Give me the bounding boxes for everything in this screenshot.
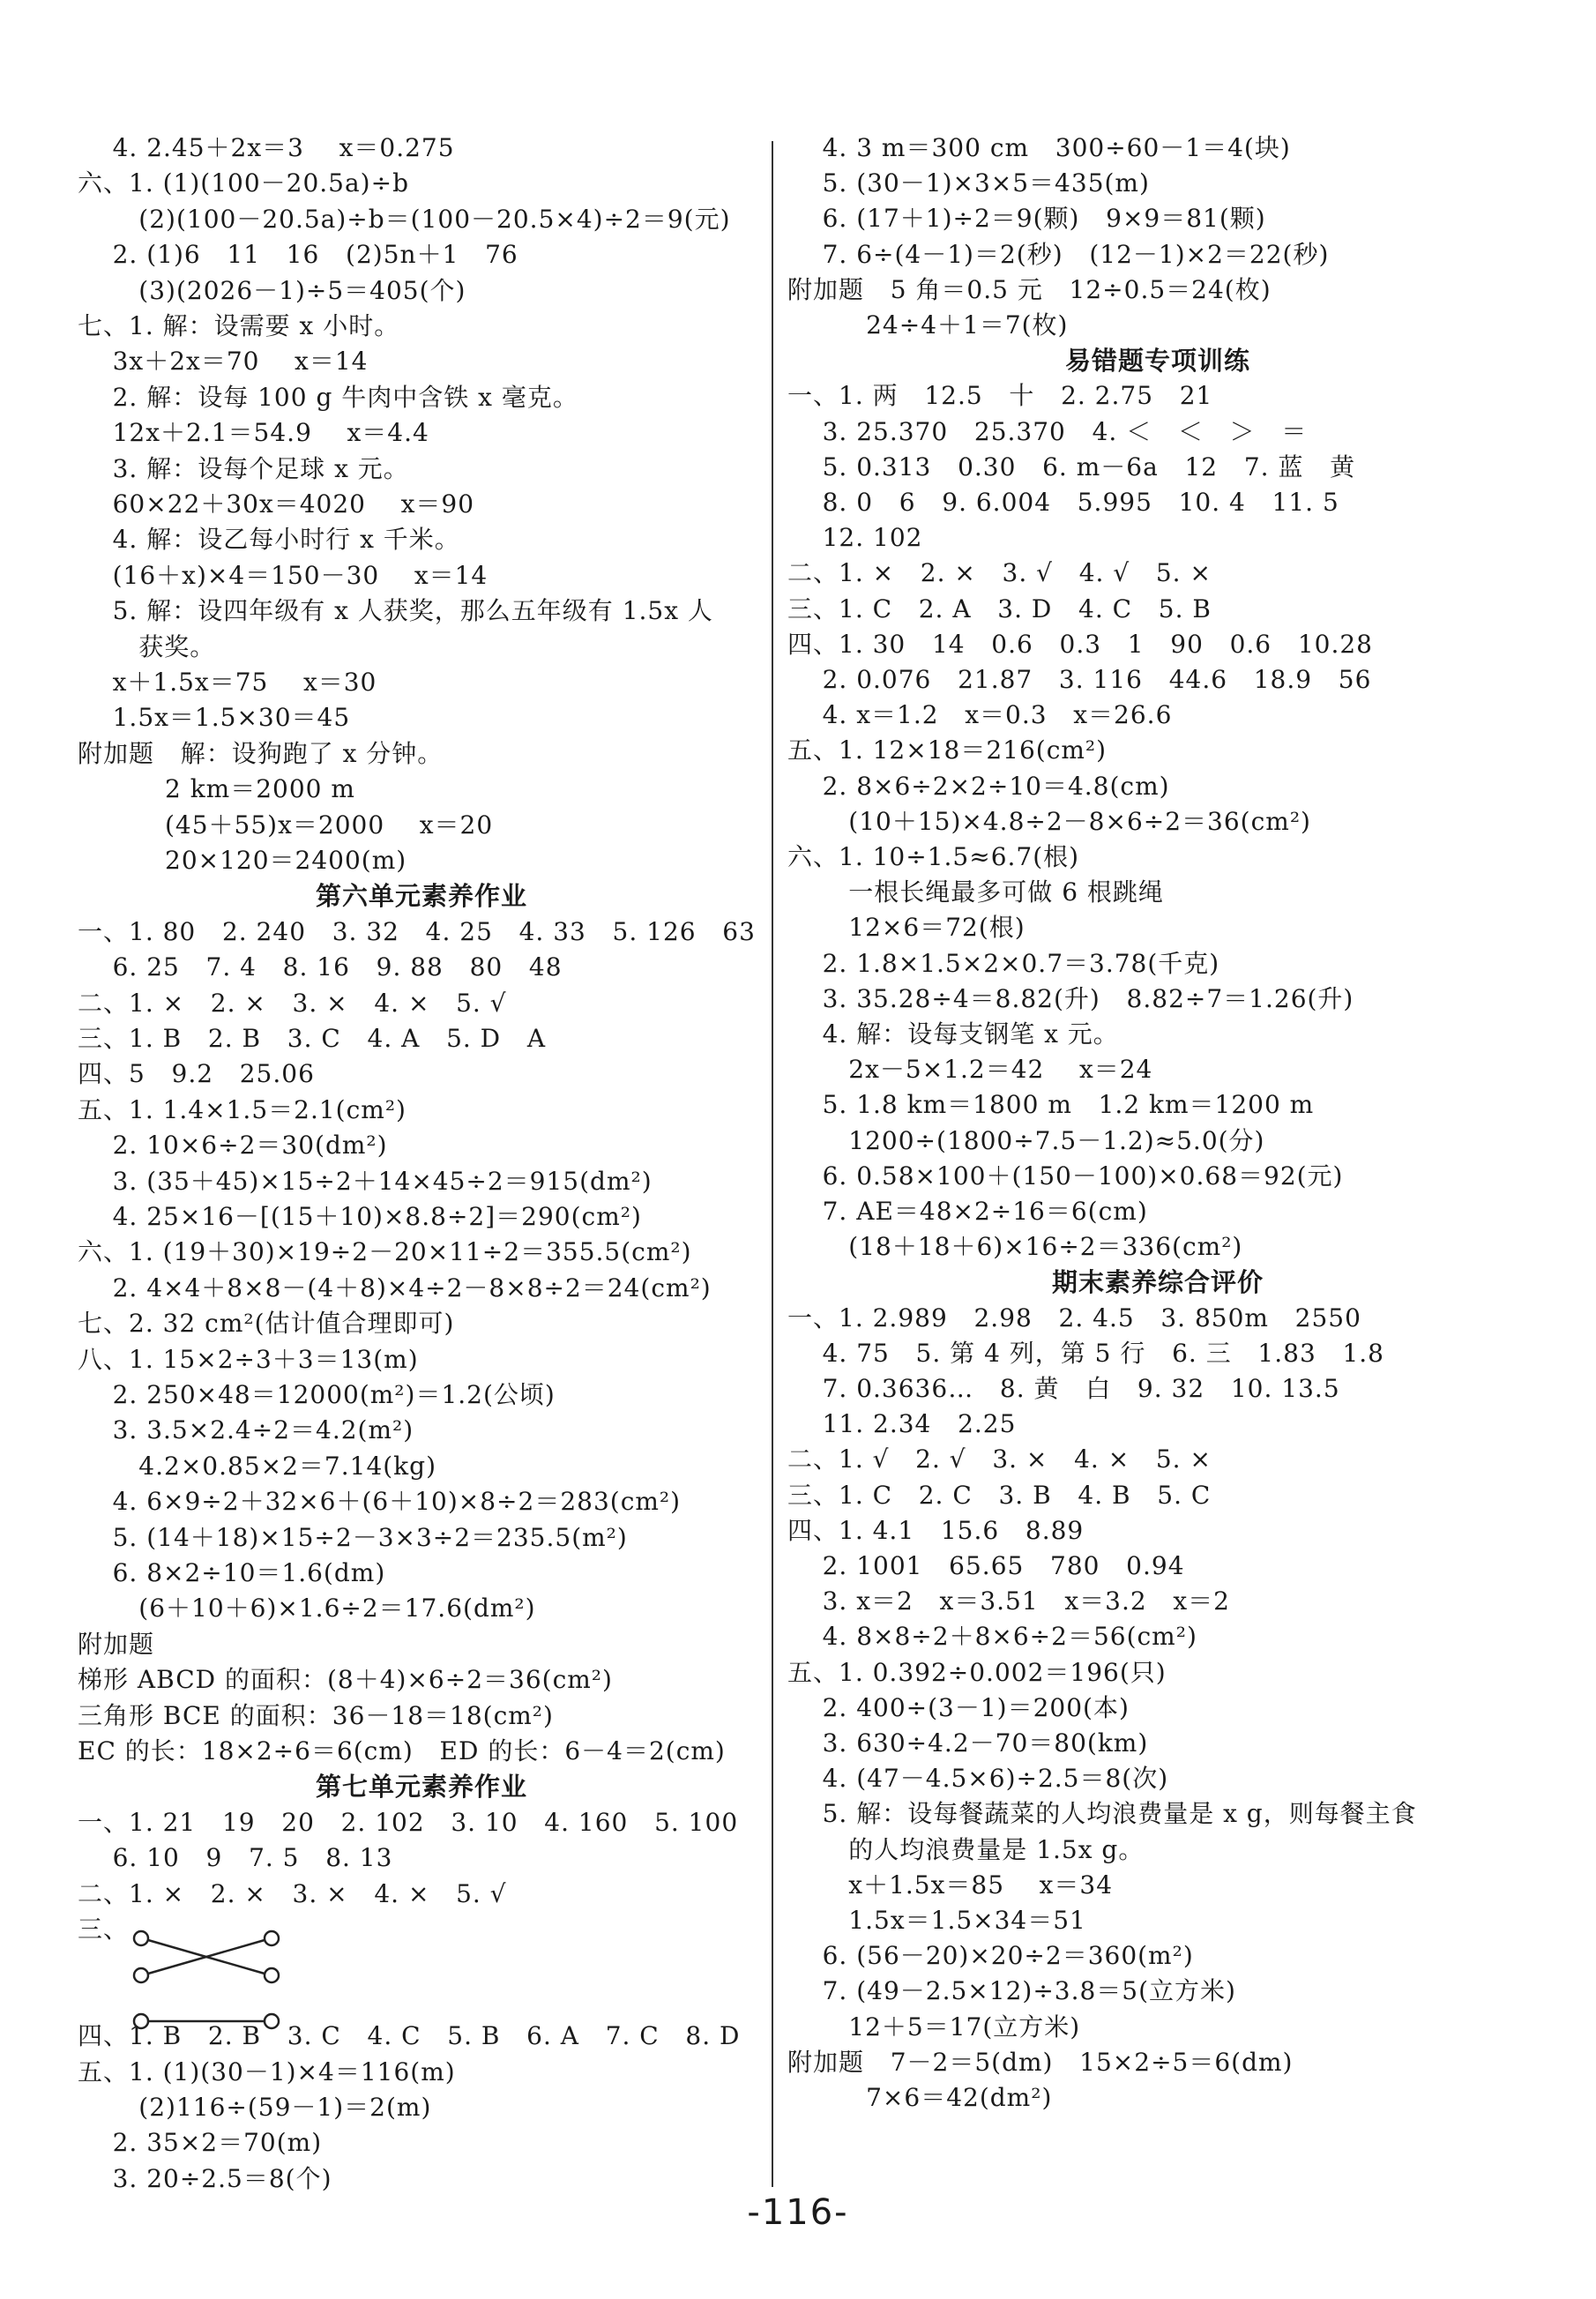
match-circle-right-bottom [265, 2014, 279, 2028]
answer-line: 附加题 [78, 1629, 155, 1659]
match-circle-left-mid [134, 1968, 148, 1982]
answer-line: 4. 25×16－[(15＋10)×8.8÷2]＝290(cm²) [78, 1202, 642, 1231]
answer-line: 四、1. B 2. B 3. C 4. C 5. B 6. A 7. C 8. D [78, 2021, 741, 2051]
answer-line: 6. (56－20)×20÷2＝360(m²) [787, 1941, 1194, 1971]
answer-line: 2. 4×4＋8×8－(4＋8)×4÷2－8×8÷2＝24(cm²) [78, 1273, 712, 1303]
answer-line: 3. (35＋45)×15÷2＋14×45÷2＝915(dm²) [78, 1166, 653, 1196]
answer-line: 2. (1)6 11 16 (2)5n＋1 76 [78, 240, 518, 270]
answer-line: 60×22＋30x＝4020 x＝90 [78, 489, 475, 519]
answer-line: (2)(100－20.5a)÷b＝(100－20.5×4)÷2＝9(元) [78, 204, 731, 234]
answer-line: EC 的长：18×2÷6＝6(cm) ED 的长：6－4＝2(cm) [78, 1736, 726, 1765]
section-heading: 第六单元素养作业 [315, 881, 527, 912]
answer-line: (6＋10＋6)×1.6÷2＝17.6(dm²) [78, 1594, 536, 1623]
answer-line: 4. 2.45＋2x＝3 x＝0.275 [78, 133, 455, 162]
answer-line: 1.5x＝1.5×30＝45 [78, 703, 351, 733]
answer-line: 一、1. 2.989 2.98 2. 4.5 3. 850m 2550 [787, 1303, 1361, 1332]
answer-line: 1.5x＝1.5×34＝51 [787, 1906, 1086, 1935]
answer-line: 6. 8×2÷10＝1.6(dm) [78, 1558, 386, 1587]
match-circle-left-bottom [134, 2014, 148, 2028]
section-heading: 第七单元素养作业 [315, 1772, 527, 1803]
answer-line: 五、1. 12×18＝216(cm²) [787, 735, 1108, 765]
answer-line: 5. 1.8 km＝1800 m 1.2 km＝1200 m [787, 1090, 1315, 1120]
answer-line: 梯形 ABCD 的面积：(8＋4)×6÷2＝36(cm²) [78, 1665, 613, 1695]
answer-line: 三、1. C 2. A 3. D 4. C 5. B [787, 593, 1212, 623]
page-number: -116- [747, 2192, 849, 2233]
answer-line: 7×6＝42(dm²) [787, 2083, 1053, 2112]
answer-line: 3. 解：设每个足球 x 元。 [78, 453, 409, 483]
answer-line: 2 km＝2000 m [78, 774, 355, 804]
answer-line: 2. 0.076 21.87 3. 116 44.6 18.9 56 [787, 665, 1372, 694]
answer-line: 四、1. 4.1 15.6 8.89 [787, 1515, 1085, 1545]
answer-line: x＋1.5x＝75 x＝30 [78, 668, 377, 697]
answer-line: 12. 102 [787, 523, 923, 553]
answer-line: 六、1. (1)(100－20.5a)÷b [78, 168, 409, 198]
answer-line: 12×6＝72(根) [787, 913, 1025, 943]
column-divider [772, 141, 773, 2187]
answer-line: 一、1. 80 2. 240 3. 32 4. 25 4. 33 5. 126 63 [78, 916, 756, 946]
answer-line: 2x－5×1.2＝42 x＝24 [787, 1055, 1153, 1085]
answer-line: 12＋5＝17(立方米) [787, 2012, 1081, 2041]
answer-line: 二、1. × 2. × 3. × 4. × 5. √ [78, 1878, 507, 1908]
answer-line: 4. 8×8÷2＋8×6÷2＝56(cm²) [787, 1622, 1197, 1652]
answer-line: (2)116÷(59－1)＝2(m) [78, 2093, 432, 2122]
answer-line: 八、1. 15×2÷3＋3＝13(m) [78, 1344, 419, 1374]
answer-line: 3. 25.370 25.370 4. ＜ ＜ ＞ ＝ [787, 416, 1308, 446]
answer-line: 1200÷(1800÷7.5－1.2)≈5.0(分) [787, 1125, 1265, 1155]
answer-line: (3)(2026－1)÷5＝405(个) [78, 275, 466, 305]
answer-line: 2. 解：设每 100 g 牛肉中含铁 x 毫克。 [78, 382, 578, 412]
answer-line: 一根长绳最多可做 6 根跳绳 [787, 877, 1164, 907]
answer-line: 三角形 BCE 的面积：36－18＝18(cm²) [78, 1700, 554, 1730]
section-heading: 易错题专项训练 [1064, 346, 1250, 377]
answer-line: 2. 10×6÷2＝30(dm²) [78, 1131, 388, 1161]
answer-line: 5. 解：设四年级有 x 人获奖，那么五年级有 1.5x 人 [78, 596, 713, 626]
answer-line: 3. 630÷4.2－70＝80(km) [787, 1728, 1149, 1758]
answer-line: 3x＋2x＝70 x＝14 [78, 347, 369, 377]
answer-line: 4. 解：设乙每小时行 x 千米。 [78, 525, 460, 555]
answer-line: 七、2. 32 cm²(估计值合理即可) [78, 1309, 455, 1339]
answer-line: 三、 [78, 1915, 130, 1944]
answer-line: 六、1. 10÷1.5≈6.7(根) [787, 842, 1080, 871]
answer-line: 6. (17＋1)÷2＝9(颗) 9×9＝81(颗) [787, 204, 1266, 234]
answer-line: 四、5 9.2 25.06 [78, 1059, 315, 1089]
answer-line: 3. 3.5×2.4÷2＝4.2(m²) [78, 1415, 414, 1445]
answer-line: 4. x＝1.2 x＝0.3 x＝26.6 [787, 700, 1173, 730]
answer-line: 4. 6×9÷2＋32×6＋(6＋10)×8÷2＝283(cm²) [78, 1487, 682, 1517]
answer-line: 获奖。 [78, 631, 216, 661]
answer-line: 4. (47－4.5×6)÷2.5＝8(次) [787, 1764, 1169, 1794]
answer-line: 2. 400÷(3－1)＝200(本) [787, 1692, 1130, 1722]
answer-line: (45＋55)x＝2000 x＝20 [78, 810, 494, 840]
answer-line: 2. 1.8×1.5×2×0.7＝3.78(千克) [787, 948, 1220, 978]
answer-line: 11. 2.34 2.25 [787, 1409, 1017, 1439]
answer-line: 二、1. × 2. × 3. √ 4. √ 5. × [787, 558, 1212, 588]
answer-line: 6. 25 7. 4 8. 16 9. 88 80 48 [78, 952, 563, 982]
answer-line: 一、1. 两 12.5 十 2. 2.75 21 [787, 381, 1213, 411]
answer-line: (18＋18＋6)×16÷2＝336(cm²) [787, 1232, 1243, 1262]
answer-line: 附加题 解：设狗跑了 x 分钟。 [78, 738, 444, 768]
answer-line: 5. 解：设每餐蔬菜的人均浪费量是 x g，则每餐主食 [787, 1799, 1417, 1829]
answer-line: 五、1. 1.4×1.5＝2.1(cm²) [78, 1094, 406, 1124]
section-heading: 期末素养综合评价 [1051, 1267, 1264, 1298]
answer-line: 5. (14＋18)×15÷2－3×3÷2＝235.5(m²) [78, 1522, 628, 1552]
answer-line: 2. 35×2＝70(m) [78, 2128, 323, 2158]
answer-line: 24÷4＋1＝7(枚) [787, 310, 1069, 340]
answer-line: 4. 3 m＝300 cm 300÷60－1＝4(块) [787, 133, 1291, 162]
answer-line: 7. AE＝48×2÷16＝6(cm) [787, 1197, 1148, 1226]
answer-line: 2. 1001 65.65 780 0.94 [787, 1551, 1185, 1580]
answer-line: 7. 0.3636… 8. 黄 白 9. 32 10. 13.5 [787, 1374, 1340, 1403]
answer-line: 三、1. B 2. B 3. C 4. A 5. D A [78, 1024, 547, 1053]
answer-line: 2. 8×6÷2×2÷10＝4.8(cm) [787, 771, 1170, 801]
answer-line: 七、1. 解：设需要 x 小时。 [78, 311, 400, 340]
answer-line: 五、1. (1)(30－1)×4＝116(m) [78, 2056, 456, 2086]
answer-line: 3. 35.28÷4＝8.82(升) 8.82÷7＝1.26(升) [787, 983, 1354, 1013]
answer-line: 三、1. C 2. C 3. B 4. B 5. C [787, 1480, 1212, 1510]
answer-line: 8. 0 6 9. 6.004 5.995 10. 4 11. 5 [787, 488, 1339, 517]
answer-line: 3. x＝2 x＝3.51 x＝3.2 x＝2 [787, 1586, 1230, 1616]
answer-line: 二、1. × 2. × 3. × 4. × 5. √ [78, 988, 507, 1018]
answer-line: 附加题 7－2＝5(dm) 15×2÷5＝6(dm) [787, 2047, 1294, 2077]
answer-line: 的人均浪费量是 1.5x g。 [787, 1834, 1145, 1864]
answer-line: 五、1. 0.392÷0.002＝196(只) [787, 1657, 1167, 1687]
answer-line: 5. (30－1)×3×5＝435(m) [787, 168, 1150, 198]
answer-line: 6. 10 9 7. 5 8. 13 [78, 1843, 393, 1873]
answer-line: 7. 6÷(4－1)＝2(秒) (12－1)×2＝22(秒) [787, 239, 1330, 269]
matching-diagram [123, 1930, 300, 2035]
answer-line: 5. 0.313 0.30 6. m－6a 12 7. 蓝 黄 [787, 452, 1356, 481]
answer-line: 2. 250×48＝12000(m²)＝1.2(公顷) [78, 1380, 556, 1409]
answer-line: 12x＋2.1＝54.9 x＝4.4 [78, 418, 429, 448]
match-circle-right-mid [265, 1968, 279, 1982]
answer-line: 四、1. 30 14 0.6 0.3 1 90 0.6 10.28 [787, 629, 1373, 659]
answer-line: 二、1. √ 2. √ 3. × 4. × 5. × [787, 1444, 1212, 1474]
answer-line: (16＋x)×4＝150－30 x＝14 [78, 560, 488, 590]
answer-line: 7. (49－2.5×12)÷3.8＝5(立方米) [787, 1976, 1236, 2006]
answer-line: 4.2×0.85×2＝7.14(kg) [78, 1451, 436, 1481]
answer-line: 20×120＝2400(m) [78, 846, 407, 875]
answer-line: 6. 0.58×100＋(150－100)×0.68＝92(元) [787, 1161, 1344, 1191]
answer-line: 六、1. (19＋30)×19÷2－20×11÷2＝355.5(cm²) [78, 1237, 692, 1267]
match-circle-left-top [134, 1931, 148, 1945]
answer-line: 4. 75 5. 第 4 列，第 5 行 6. 三 1.83 1.8 [787, 1338, 1384, 1368]
match-circle-right-top [265, 1931, 279, 1945]
answer-line: 附加题 5 角＝0.5 元 12÷0.5＝24(枚) [787, 274, 1272, 304]
answer-line: 3. 20÷2.5＝8(个) [78, 2163, 332, 2193]
answer-line: (10＋15)×4.8÷2－8×6÷2＝36(cm²) [787, 806, 1311, 836]
answer-line: x＋1.5x＝85 x＝34 [787, 1870, 1114, 1900]
answer-line: 一、1. 21 19 20 2. 102 3. 10 4. 160 5. 100 [78, 1807, 739, 1837]
answer-line: 4. 解：设每支钢笔 x 元。 [787, 1019, 1119, 1049]
